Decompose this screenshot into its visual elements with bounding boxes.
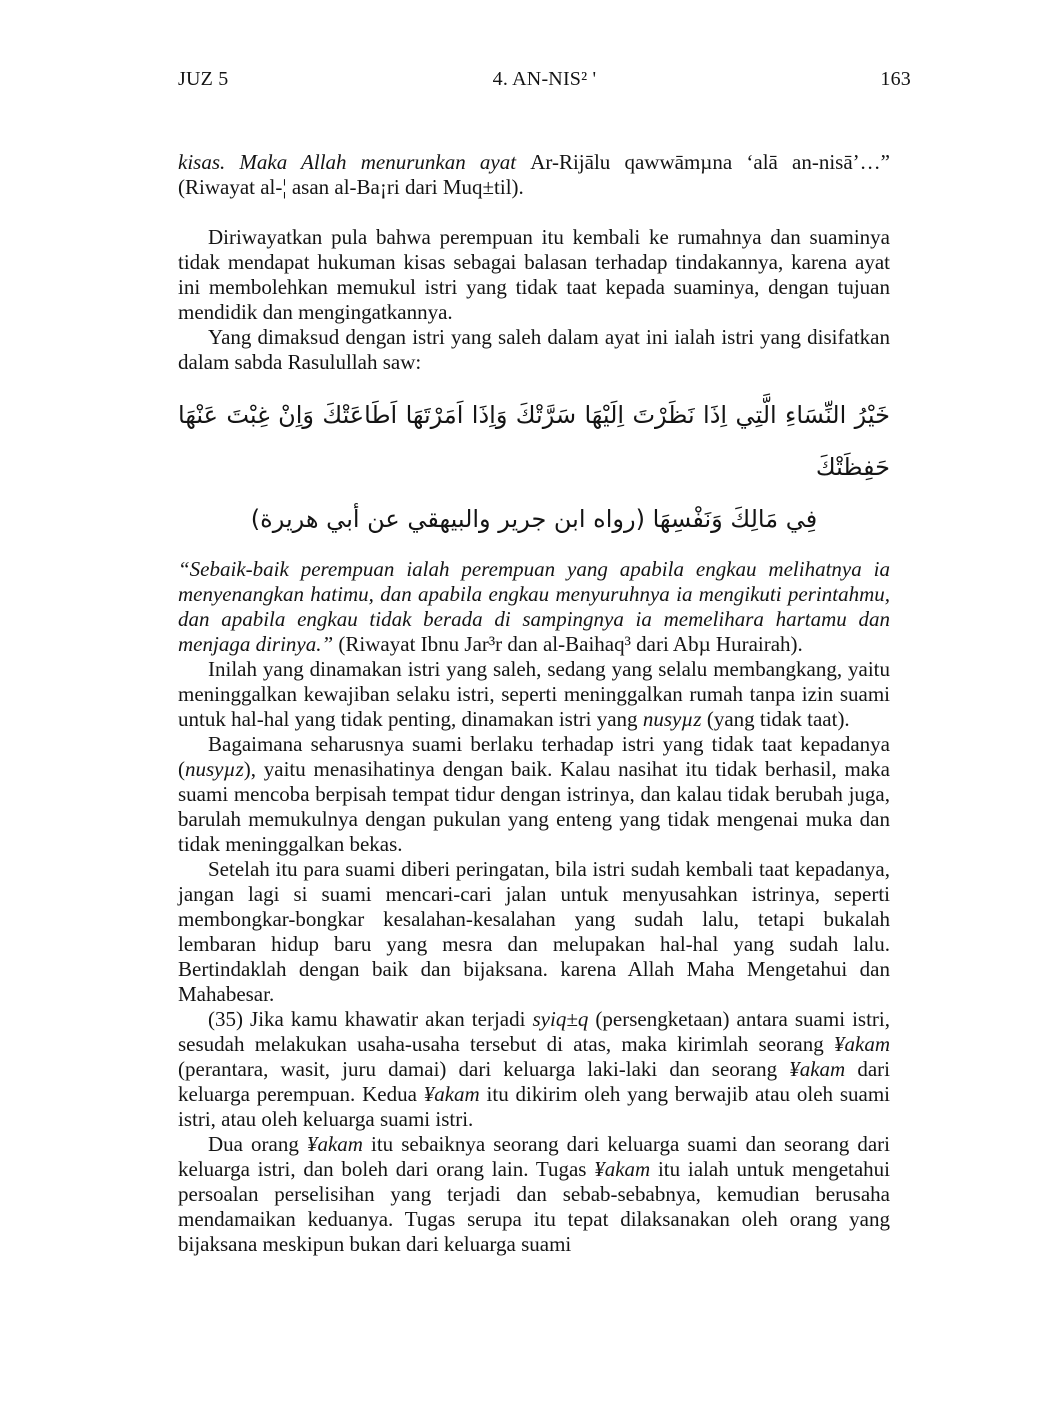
term-hakam: ¥akam <box>834 1032 890 1056</box>
text-run: (persengketaan) antara suami istri, sesudah melakukan usaha-usaha tersebut di atas, maka kirimlah seorang <box>178 1007 891 1056</box>
text-run: itu ialah untuk mengetahui persoalan perselisihan yang terjadi dan sebab-sebabnya, kemudian berusaha mendamaikan keduanya. Tugas serupa itu tepat dilaksanakan oleh orang yang bijaksana meskipun bukan dari keluarga suami <box>178 1157 890 1256</box>
arabic-line-2: فِي مَالِكَ وَنَفْسِهَا (رواه ابن جرير والبيهقي عن أبي هريرة) <box>250 505 818 533</box>
page-header <box>178 68 911 94</box>
term-syiqaq: syiq±q <box>532 1007 589 1031</box>
paragraph-ayat-35 <box>178 1007 890 1132</box>
surah-title: 4. AN-NIS² ' <box>492 68 597 90</box>
paragraph-dua-orang <box>178 1132 890 1257</box>
text-run: (35) Jika kamu khawatir akan terjadi <box>208 1007 533 1031</box>
text-run: itu dikirim oleh yang berwajib atau oleh suami istri, atau oleh keluarga suami istri. <box>178 1082 890 1131</box>
term-hakam: ¥akam <box>789 1057 846 1081</box>
paragraph-setelah <box>178 857 890 1007</box>
paragraph-diriwayatkan <box>178 225 890 325</box>
paragraph-inilah <box>178 657 890 732</box>
term-nusyuz: nusyµz <box>185 757 244 781</box>
text-run: Ar-Rijālu qawwāmµna ‘alā an-nisā’…” (Riwayat al-¦ asan al-Ba¡ri dari Muq±til). <box>178 150 890 199</box>
paragraph-hadith-translation <box>178 557 890 657</box>
text-run-italic: kisas. Maka Allah menurunkan ayat <box>178 150 531 174</box>
text-run: Bagaimana seharusnya suami berlaku terhadap istri yang tidak taat kepadanya ( <box>178 732 890 781</box>
page-number: 163 <box>880 68 911 90</box>
text-run: (perantara, wasit, juru damai) dari keluarga laki-laki dan seorang <box>178 1057 790 1081</box>
juz-label: JUZ 5 <box>178 68 229 90</box>
hadith-arabic-text <box>178 375 890 557</box>
paragraph-opening-continuation <box>178 150 890 200</box>
paragraph-yang-dimaksud <box>178 325 890 375</box>
term-nusyuz: nusyµz <box>642 707 702 731</box>
term-hakam: ¥akam <box>423 1082 480 1106</box>
text-run: Setelah itu para suami diberi peringatan, bila istri sudah kembali taat kepadanya, jangan lagi si suami mencari-cari jalan untuk menyusahkan istrinya, seperti membongkar-bongkar kesalahan-kesalahan yang sudah lalu, tetapi bukalah lembaran hidup baru yang mesra dan melupakan hal-hal yang sudah lalu. Bertindaklah dengan baik dan bijaksana. karena Allah Maha Mengetahui dan Mahabesar. <box>178 857 890 1006</box>
text-run: Dua orang <box>208 1132 307 1156</box>
text-run: dari keluarga perempuan. Kedua <box>178 1057 890 1106</box>
term-hakam: ¥akam <box>594 1157 651 1181</box>
text-run: ), yaitu menasihatinya dengan baik. Kalau nasihat itu tidak berhasil, maka suami mencoba berpisah tempat tidur dengan istrinya, dan kalau tidak berubah juga, barulah memukulnya dengan pukulan yang enteng yang tidak mengenai muka dan tidak meninggalkan bekas. <box>178 757 890 856</box>
text-run: (yang tidak taat). <box>701 707 850 731</box>
paragraph-bagaimana <box>178 732 890 857</box>
paragraph-spacer <box>178 200 890 225</box>
arabic-line-1: خَيْرُ النِّسَاءِ الَّتِي اِذَا نَظَرْتَ اِلَيْهَا سَرَّتْكَ وَاِذَا اَمَرْتَهَا اَطَاعَتْكَ وَاِنْ غِبْتَ عَنْهَا حَفِظَتْكَ <box>178 401 890 481</box>
text-run-italic: “Sebaik-baik perempuan ialah perempuan yang apabila engkau melihatnya ia menyenangkan hatimu, dan apabila engkau menyuruhnya ia mengikuti perintahmu, dan apabila engkau tidak berada di sampingnya ia memelihara hartamu dan menjaga dirinya.” <box>178 557 890 656</box>
text-run: Diriwayatkan pula bahwa perempuan itu kembali ke rumahnya dan suaminya tidak mendapat hukuman kisas sebagai balasan terhadap tindakannya, karena ayat ini membolehkan memukul istri yang tidak taat kepada suaminya, dengan tujuan mendidik dan mengingatkannya. <box>178 225 890 324</box>
text-run: Yang dimaksud dengan istri yang saleh dalam ayat ini ialah istri yang disifatkan dalam sabda Rasulullah saw: <box>178 325 890 374</box>
term-hakam: ¥akam <box>306 1132 363 1156</box>
page-content <box>178 150 890 1257</box>
text-run: Inilah yang dinamakan istri yang saleh, sedang yang selalu membangkang, yaitu meninggalkan kewajiban selaku istri, seperti meninggalkan rumah tanpa izin suami untuk hal-hal yang tidak penting, dinamakan istri yang <box>178 657 890 731</box>
text-run: (Riwayat Ibnu Jar³r dan al-Baihaq³ dari Abµ Hurairah). <box>338 632 803 656</box>
text-run: itu sebaiknya seorang dari keluarga suami dan seorang dari keluarga istri, dan boleh dari orang lain. Tugas <box>178 1132 890 1181</box>
